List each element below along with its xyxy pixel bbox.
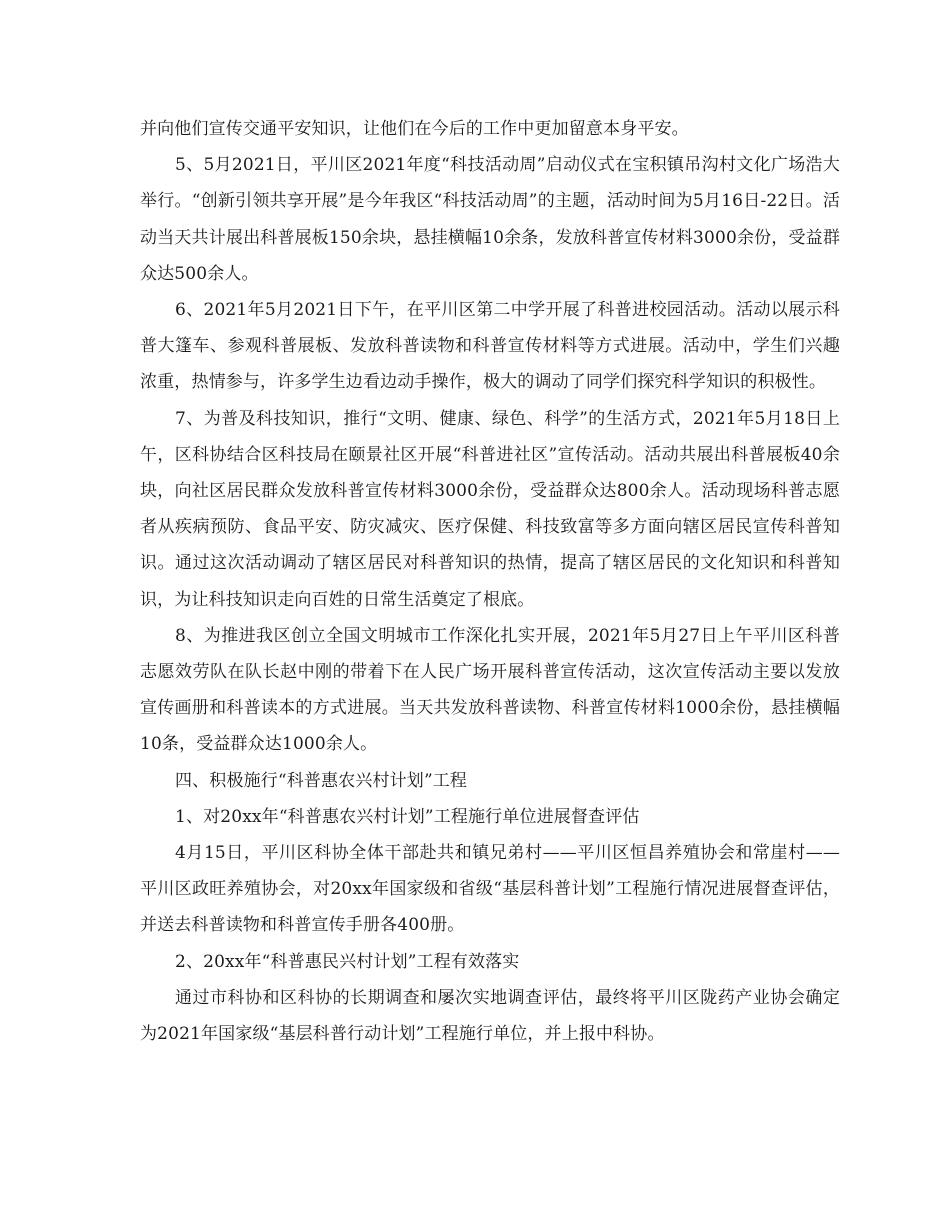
document-body bbox=[140, 111, 840, 1052]
section-heading-4: 四、积极施行“科普惠农兴村计划”工程 bbox=[175, 770, 468, 791]
paragraph-inspection: 4月15日，平川区科协全体干部赴共和镇兄弟村——平川区恒昌养殖协会和常崖村——平川区政旺养殖协会，对20xx年国家级和省级“基层科普计划”工程施行情况进展督查评估，并送去科普读物和科普宣传手册各400册。 bbox=[140, 843, 840, 936]
paragraph-item-8: 8、为推进我区创立全国文明城市工作深化扎实开展，2021年5月27日上午平川区科普志愿效劳队在队长赵中刚的带着下在人民广场开展科普宣传活动，这次宣传活动主要以发放宣传画册和科普读本的方式进展。当天共发放科普读物、科普宣传材料1000余份，悬挂横幅10条，受益群众达1000余人。 bbox=[140, 625, 840, 755]
paragraph-item-5: 5、5月2021日，平川区2021年度“科技活动周”启动仪式在宝积镇吊沟村文化广场浩大举行。“创新引领共享开展”是今年我区“科技活动周”的主题，活动时间为5月16日-22日。活动当天共计展出科普展板150余块，悬挂横幅10余条，发放科普宣传材料3000余份，受益群众达500余人。 bbox=[140, 155, 840, 284]
paragraph-item-7: 7、为普及科技知识，推行“文明、健康、绿色、科学”的生活方式，2021年5月18日上午，区科协结合区科技局在颐景社区开展“科普进社区”宣传活动。活动共展出科普展板40余块，向社区居民群众发放科普宣传材料3000余份，受益群众达800余人。活动现场科普志愿者从疾病预防、食品平安、防灾减灾、医疗保健、科技致富等多方面向辖区居民宣传科普知识。通过这次活动调动了辖区居民对科普知识的热情，提高了辖区居民的文化知识和科普知识，为让科技知识走向百姓的日常生活奠定了根底。 bbox=[140, 408, 840, 610]
subheading-2: 2、20xx年“科普惠民兴村计划”工程有效落实 bbox=[175, 951, 520, 972]
paragraph-continuation: 并向他们宣传交通平安知识，让他们在今后的工作中更加留意本身平安。 bbox=[140, 119, 689, 139]
subheading-1: 1、对20xx年“科普惠农兴村计划”工程施行单位进展督查评估 bbox=[175, 806, 640, 827]
paragraph-implementation: 通过市科协和区科协的长期调查和屡次实地调查评估，最终将平川区陇药产业协会确定为2021年国家级“基层科普行动计划”工程施行单位，并上报中科协。 bbox=[140, 987, 840, 1045]
paragraph-item-6: 6、2021年5月2021日下午，在平川区第二中学开展了科普进校园活动。活动以展示科普大篷车、参观科普展板、发放科普读物和科普宣传材料等方式进展。活动中，学生们兴趣浓重，热情参与，许多学生边看边动手操作，极大的调动了同学们探究科学知识的积极性。 bbox=[140, 300, 840, 393]
